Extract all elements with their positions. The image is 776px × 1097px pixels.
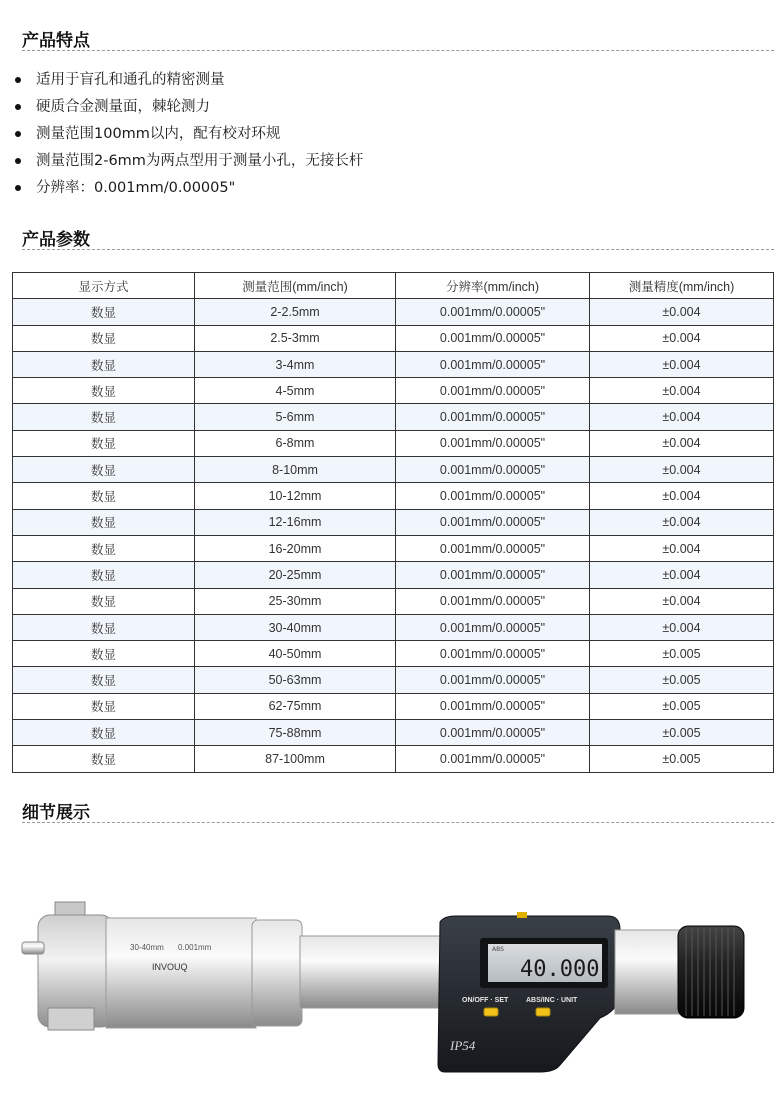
cell-resolution: 0.001mm/0.00005" [396, 430, 590, 456]
feature-text: 硬质合金测量面，棘轮测力 [36, 99, 210, 115]
cell-display-mode: 数显 [13, 562, 195, 588]
cell-resolution: 0.001mm/0.00005" [396, 641, 590, 667]
feature-item [14, 178, 363, 205]
table-body [13, 299, 774, 772]
cell-resolution: 0.001mm/0.00005" [396, 378, 590, 404]
cell-display-mode: 数显 [13, 457, 195, 483]
table-row [13, 641, 774, 667]
table-row [13, 483, 774, 509]
ip-rating: IP54 [450, 1038, 476, 1053]
table-row [13, 299, 774, 325]
cell-accuracy: ±0.004 [590, 614, 774, 640]
cell-range: 5-6mm [195, 404, 396, 430]
cell-display-mode: 数显 [13, 614, 195, 640]
feature-item [14, 97, 363, 124]
cell-resolution: 0.001mm/0.00005" [396, 457, 590, 483]
table-row [13, 667, 774, 693]
cell-accuracy: ±0.005 [590, 720, 774, 746]
cell-display-mode: 数显 [13, 667, 195, 693]
cell-resolution: 0.001mm/0.00005" [396, 614, 590, 640]
params-title: 产品参数 [22, 230, 90, 250]
cell-accuracy: ±0.004 [590, 562, 774, 588]
feature-item [14, 124, 363, 151]
button-right-label: ABS/INC · UNIT [526, 997, 578, 1004]
params-divider [22, 249, 774, 250]
cell-resolution: 0.001mm/0.00005" [396, 562, 590, 588]
cell-resolution: 0.001mm/0.00005" [396, 351, 590, 377]
cell-display-mode: 数显 [13, 483, 195, 509]
cell-display-mode: 数显 [13, 404, 195, 430]
cell-accuracy: ±0.004 [590, 535, 774, 561]
cell-resolution: 0.001mm/0.00005" [396, 483, 590, 509]
cell-accuracy: ±0.004 [590, 588, 774, 614]
details-title: 细节展示 [22, 803, 90, 823]
feature-item [14, 70, 363, 97]
measuring-head [22, 902, 113, 1030]
cell-display-mode: 数显 [13, 641, 195, 667]
table-row [13, 378, 774, 404]
table-row [13, 325, 774, 351]
cell-range: 2.5-3mm [195, 325, 396, 351]
cell-range: 30-40mm [195, 614, 396, 640]
cell-display-mode: 数显 [13, 720, 195, 746]
cell-accuracy: ±0.004 [590, 351, 774, 377]
cell-resolution: 0.001mm/0.00005" [396, 509, 590, 535]
bullet-icon [15, 185, 21, 191]
shaft [300, 936, 450, 1008]
table-row [13, 509, 774, 535]
abs-inc-unit-button[interactable] [536, 1008, 550, 1016]
feature-text: 测量范围2-6mm为两点型用于测量小孔，无接长杆 [36, 153, 364, 169]
features-divider [22, 50, 774, 51]
cell-accuracy: ±0.004 [590, 483, 774, 509]
bullet-icon [15, 131, 21, 137]
cell-resolution: 0.001mm/0.00005" [396, 299, 590, 325]
cell-display-mode: 数显 [13, 430, 195, 456]
cell-resolution: 0.001mm/0.00005" [396, 588, 590, 614]
cell-display-mode: 数显 [13, 693, 195, 719]
cell-range: 2-2.5mm [195, 299, 396, 325]
cell-accuracy: ±0.005 [590, 693, 774, 719]
cell-accuracy: ±0.004 [590, 404, 774, 430]
cell-range: 25-30mm [195, 588, 396, 614]
table-row [13, 457, 774, 483]
cell-resolution: 0.001mm/0.00005" [396, 746, 590, 772]
cell-resolution: 0.001mm/0.00005" [396, 535, 590, 561]
on-off-set-button[interactable] [484, 1008, 498, 1016]
cell-range: 16-20mm [195, 535, 396, 561]
feature-text: 分辨率：0.001mm/0.00005" [36, 180, 236, 196]
table-row [13, 588, 774, 614]
cell-accuracy: ±0.005 [590, 746, 774, 772]
cell-range: 8-10mm [195, 457, 396, 483]
table-row [13, 430, 774, 456]
cell-accuracy: ±0.004 [590, 457, 774, 483]
ratchet-knob [615, 926, 744, 1018]
params-table [12, 272, 774, 773]
table-row [13, 693, 774, 719]
cell-resolution: 0.001mm/0.00005" [396, 667, 590, 693]
cell-range: 87-100mm [195, 746, 396, 772]
features-title: 产品特点 [22, 31, 90, 51]
header-display-mode: 显示方式 [13, 273, 195, 299]
cell-accuracy: ±0.004 [590, 299, 774, 325]
cell-display-mode: 数显 [13, 325, 195, 351]
cell-display-mode: 数显 [13, 378, 195, 404]
features-list [14, 70, 363, 205]
cell-accuracy: ±0.005 [590, 667, 774, 693]
brand-marking: INVOUQ [152, 962, 188, 972]
product-photo [0, 860, 776, 1090]
cell-accuracy: ±0.004 [590, 430, 774, 456]
cell-display-mode: 数显 [13, 351, 195, 377]
bullet-icon [15, 104, 21, 110]
cell-resolution: 0.001mm/0.00005" [396, 693, 590, 719]
details-divider [22, 822, 774, 823]
table-row [13, 404, 774, 430]
cell-range: 4-5mm [195, 378, 396, 404]
bullet-icon [15, 77, 21, 83]
cell-range: 62-75mm [195, 693, 396, 719]
display-unit [438, 912, 620, 1072]
header-range: 测量范围(mm/inch) [195, 273, 396, 299]
lcd-reading: 40.000 [520, 957, 600, 982]
table-row [13, 720, 774, 746]
main-sleeve [106, 918, 302, 1028]
feature-text: 测量范围100mm以内，配有校对环规 [36, 126, 281, 142]
bullet-icon [15, 158, 21, 164]
cell-display-mode: 数显 [13, 535, 195, 561]
table-row [13, 562, 774, 588]
cell-range: 20-25mm [195, 562, 396, 588]
cell-range: 50-63mm [195, 667, 396, 693]
button-left-label: ON/OFF · SET [462, 997, 509, 1004]
table-row [13, 746, 774, 772]
cell-resolution: 0.001mm/0.00005" [396, 325, 590, 351]
cell-display-mode: 数显 [13, 746, 195, 772]
cell-range: 12-16mm [195, 509, 396, 535]
feature-text: 适用于盲孔和通孔的精密测量 [36, 72, 225, 88]
table-row [13, 614, 774, 640]
cell-display-mode: 数显 [13, 588, 195, 614]
cell-accuracy: ±0.004 [590, 378, 774, 404]
table-row [13, 535, 774, 561]
indicator-light [517, 912, 527, 918]
lcd-abs-label: ABS [492, 946, 504, 953]
cell-resolution: 0.001mm/0.00005" [396, 404, 590, 430]
table-header-row [13, 273, 774, 299]
cell-range: 6-8mm [195, 430, 396, 456]
cell-range: 3-4mm [195, 351, 396, 377]
header-resolution: 分辨率(mm/inch) [396, 273, 590, 299]
cell-accuracy: ±0.005 [590, 641, 774, 667]
feature-item [14, 151, 363, 178]
range-marking: 30-40mm [130, 943, 164, 952]
cell-range: 75-88mm [195, 720, 396, 746]
resolution-marking: 0.001mm [178, 943, 212, 952]
table-row [13, 351, 774, 377]
cell-resolution: 0.001mm/0.00005" [396, 720, 590, 746]
header-accuracy: 测量精度(mm/inch) [590, 273, 774, 299]
cell-display-mode: 数显 [13, 299, 195, 325]
cell-range: 40-50mm [195, 641, 396, 667]
cell-accuracy: ±0.004 [590, 509, 774, 535]
cell-accuracy: ±0.004 [590, 325, 774, 351]
cell-range: 10-12mm [195, 483, 396, 509]
cell-display-mode: 数显 [13, 509, 195, 535]
